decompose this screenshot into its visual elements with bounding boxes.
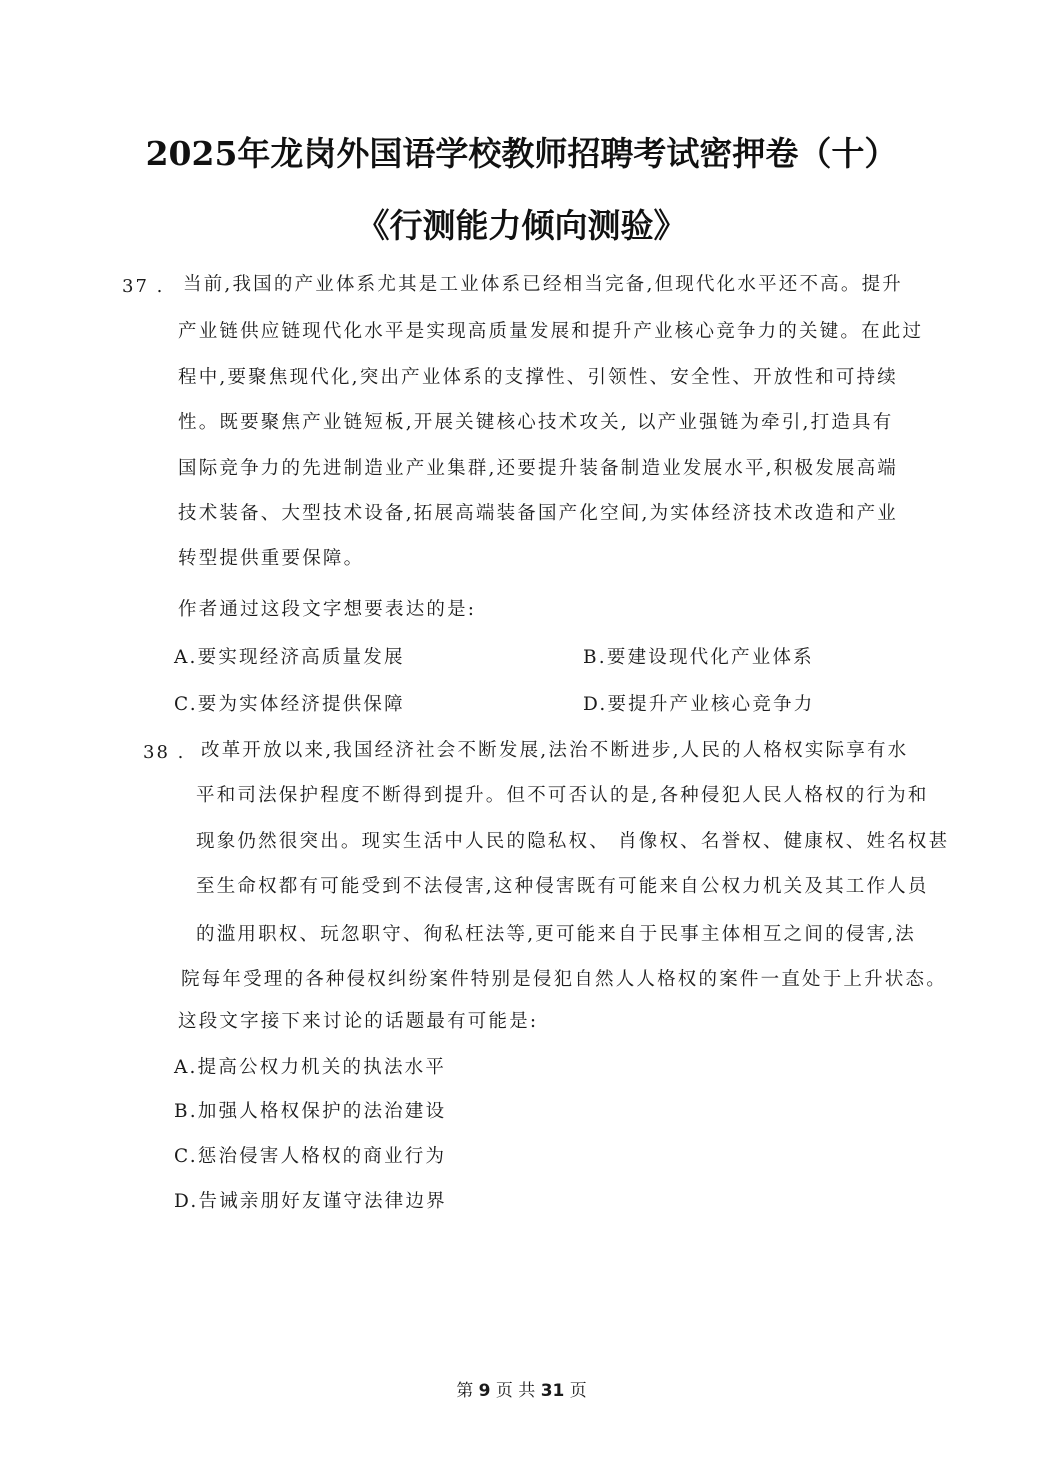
question-text-line: 至生命权都有可能受到不法侵害,这种侵害既有可能来自公权力机关及其工作人员 (196, 876, 929, 897)
question-prompt: 这段文字接下来讨论的话题最有可能是: (178, 1011, 539, 1032)
question-text-line: 当前,我国的产业体系尤其是工业体系已经相当完备,但现代化水平还不高。提升 (183, 274, 903, 295)
question-text-line: 产业链供应链现代化水平是实现高质量发展和提升产业核心竞争力的关键。在此过 (178, 321, 924, 342)
question-text-line: 技术装备、大型技术设备,拓展高端装备国产化空间,为实体经济技术改造和产业 (178, 503, 898, 524)
option-c[interactable]: C.惩治侵害人格权的商业行为 (174, 1146, 447, 1167)
page-title: 2025年龙岗外国语学校教师招聘考试密押卷（十） (145, 134, 898, 173)
question-number: 38 . (143, 742, 186, 763)
current-page-number: 9 (478, 1381, 491, 1401)
question-prompt: 作者通过这段文字想要表达的是: (178, 599, 477, 620)
question-text-line: 现象仍然很突出。现实生活中人民的隐私权、 肖像权、名誉权、健康权、姓名权甚 (196, 831, 950, 852)
question-text-line: 改革开放以来,我国经济社会不断发展,法治不断进步,人民的人格权实际享有水 (201, 740, 909, 761)
question-text-line: 程中,要聚焦现代化,突出产业体系的支撑性、引领性、安全性、开放性和可持续 (178, 367, 898, 388)
page-subtitle: 《行测能力倾向测验》 (356, 206, 687, 245)
option-b[interactable]: B.要建设现代化产业体系 (583, 647, 814, 668)
question-text-line: 国际竞争力的先进制造业产业集群,还要提升装备制造业发展水平,积极发展高端 (178, 458, 898, 479)
question-text-line: 院每年受理的各种侵权纠纷案件特别是侵犯自然人人格权的案件一直处于上升状态。 (181, 969, 947, 990)
question-text-line: 性。既要聚焦产业链短板,开展关键核心技术攻关, 以产业强链为牵引,打造具有 (178, 412, 894, 433)
question-text-line: 平和司法保护程度不断得到提升。但不可否认的是,各种侵犯人民人格权的行为和 (196, 785, 929, 806)
option-d[interactable]: D.告诫亲朋好友谨守法律边界 (174, 1191, 447, 1212)
page-footer (0, 1376, 1043, 1401)
option-a[interactable]: A.提高公权力机关的执法水平 (174, 1057, 447, 1078)
footer-middle: 页 共 (495, 1381, 536, 1401)
question-text-line: 的滥用职权、玩忽职守、徇私枉法等,更可能来自于民事主体相互之间的侵害,法 (196, 924, 916, 945)
question-text-line: 转型提供重要保障。 (178, 548, 365, 569)
option-a[interactable]: A.要实现经济高质量发展 (174, 647, 405, 668)
total-page-count: 31 (540, 1381, 565, 1401)
option-d[interactable]: D.要提升产业核心竞争力 (583, 694, 815, 715)
option-b[interactable]: B.加强人格权保护的法治建设 (174, 1101, 447, 1122)
footer-suffix: 页 (569, 1381, 587, 1401)
question-number: 37 . (122, 276, 165, 297)
option-c[interactable]: C.要为实体经济提供保障 (174, 694, 405, 715)
footer-prefix: 第 (456, 1381, 474, 1401)
